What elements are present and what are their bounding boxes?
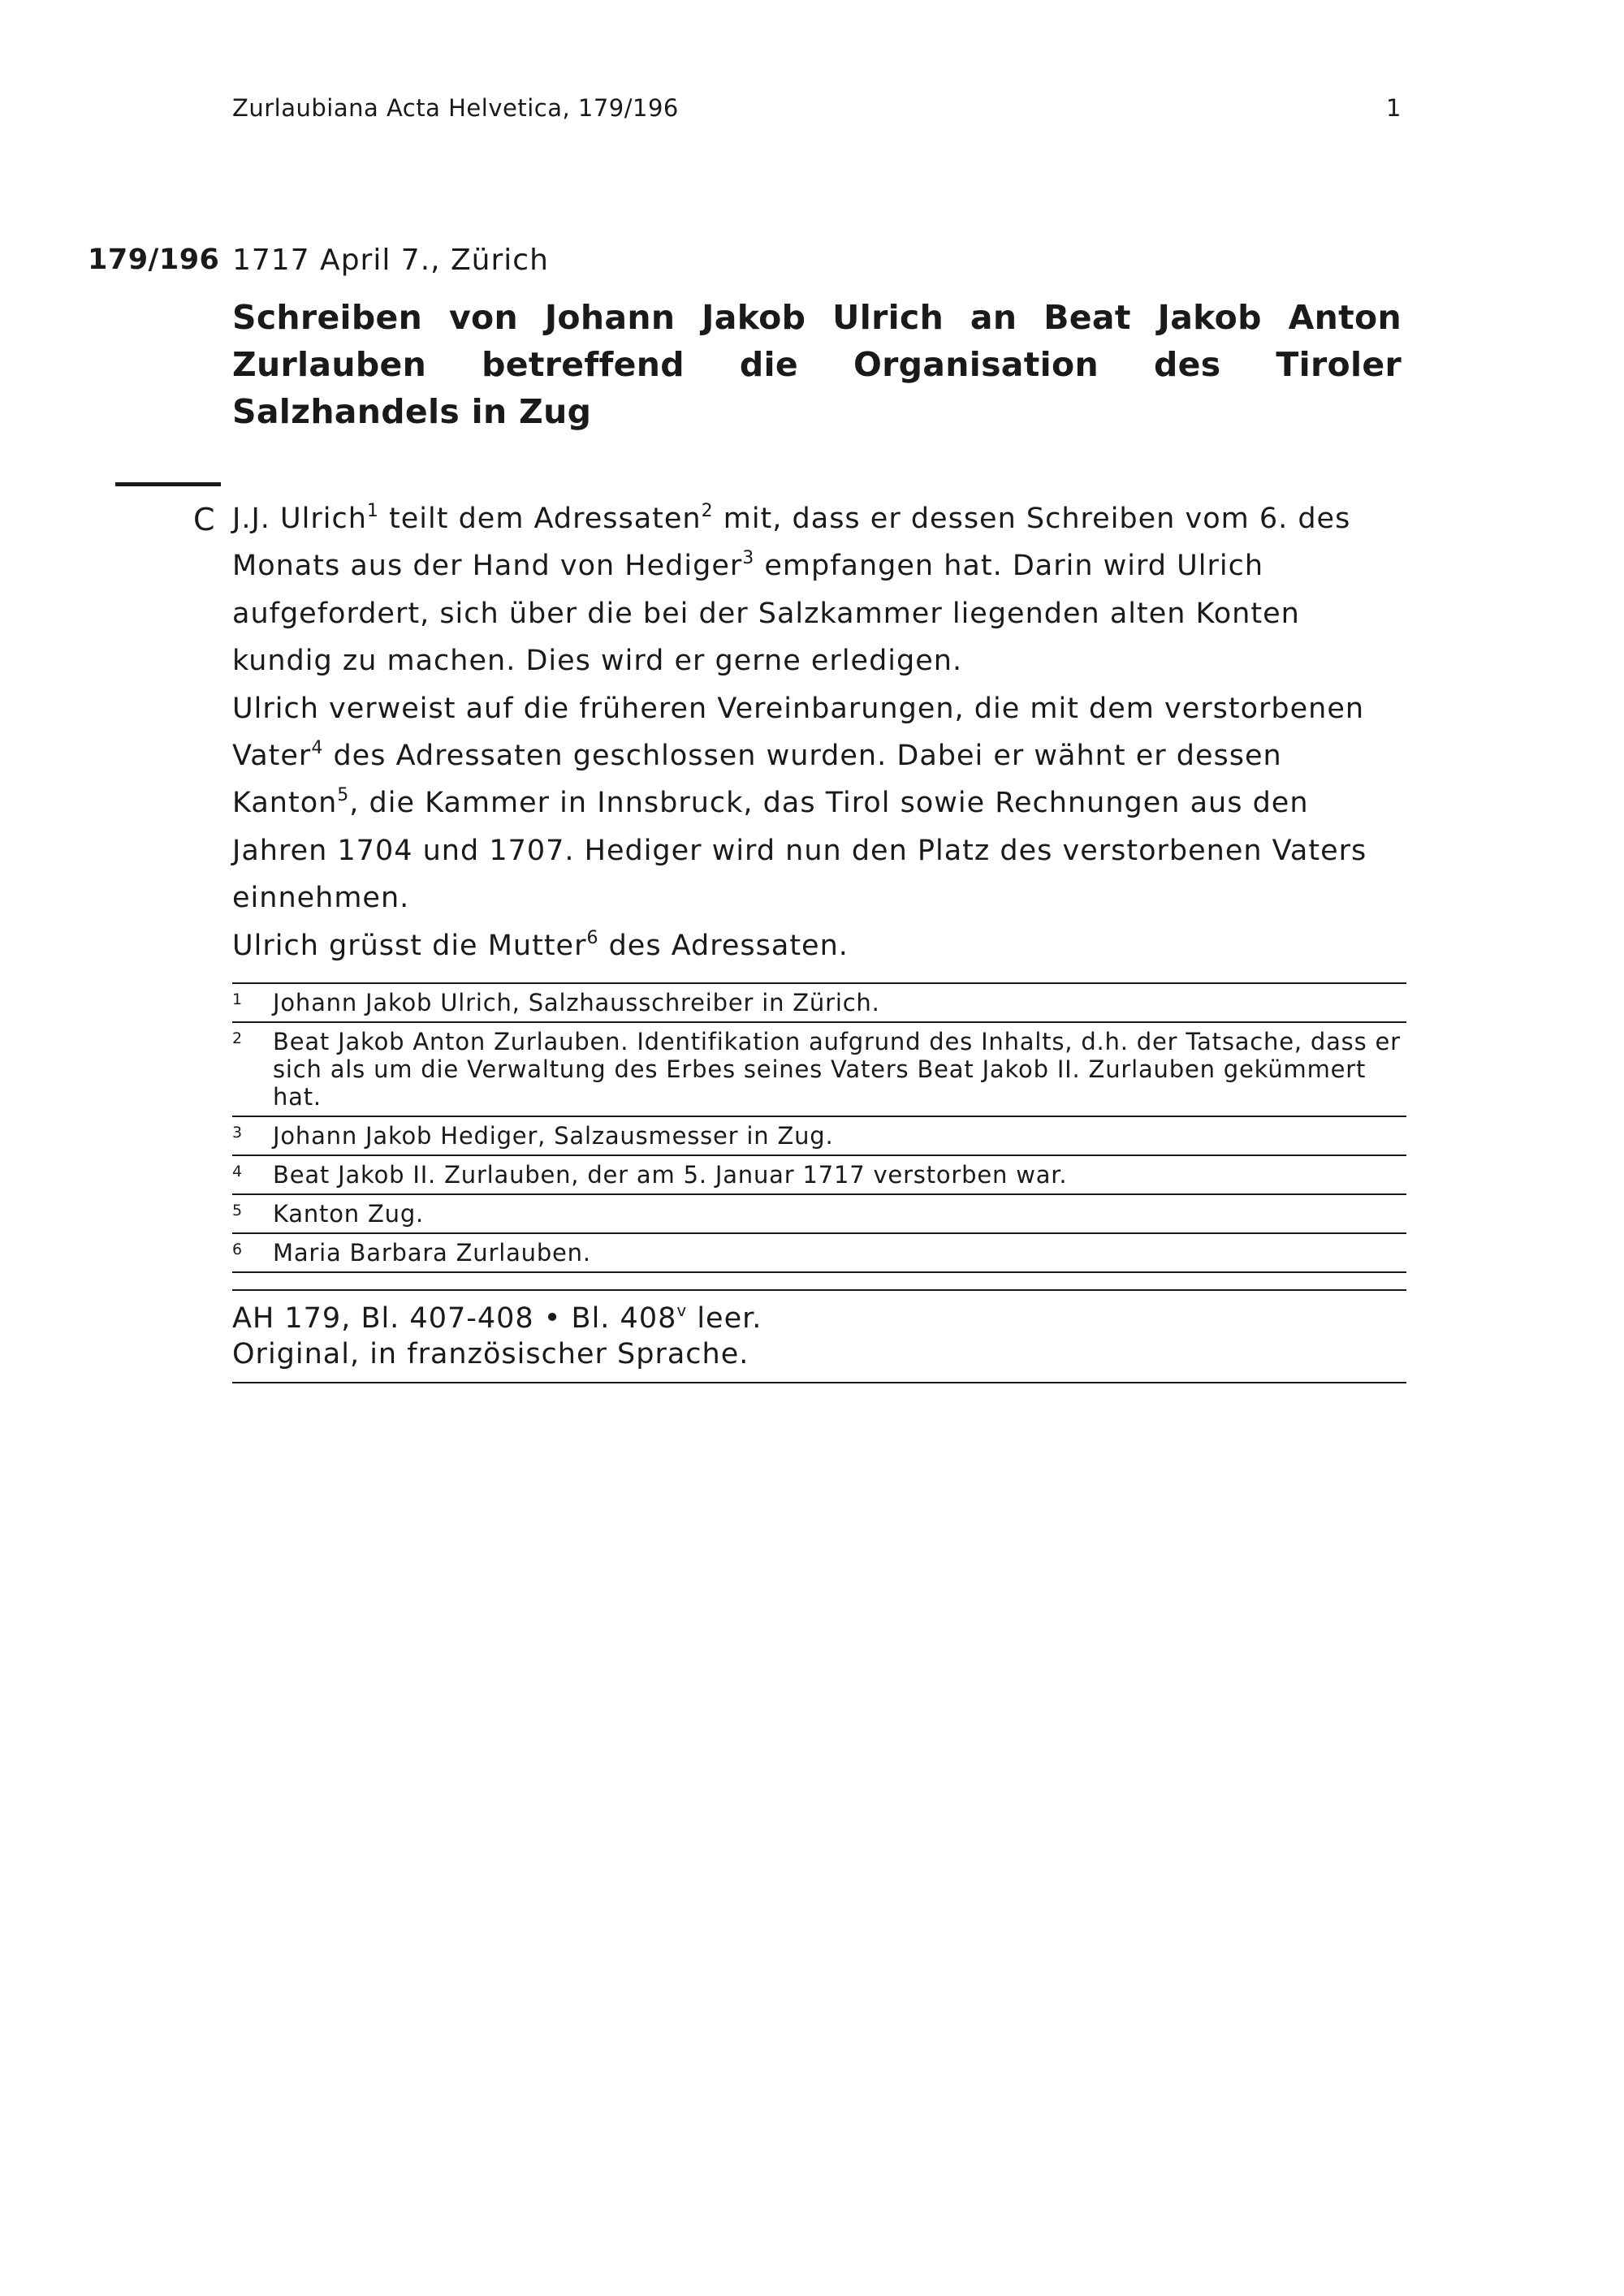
footnote-number: 5 [232, 1202, 243, 1219]
footnote-ref[interactable]: 6 [586, 927, 599, 948]
footnote-number: 6 [232, 1241, 243, 1258]
document-dateline: 1717 April 7., Zürich [232, 244, 549, 277]
footnote-ref[interactable]: 4 [311, 738, 324, 759]
source-note: Original, in französischer Sprache. [232, 1338, 749, 1370]
footnote-text: Kanton Zug. [273, 1200, 425, 1228]
footnote-ref[interactable]: 5 [337, 785, 350, 806]
page-header [232, 94, 1402, 127]
source-block [232, 1289, 1406, 1383]
summary-paragraph: Ulrich grüsst die Mutter$^6$ des Adressaten. [232, 927, 849, 962]
document-number: 179/196 [88, 244, 220, 276]
footnote-text: Johann Jakob Hediger, Salzausmesser in Zug. [273, 1122, 834, 1150]
summary-marker: C [193, 502, 215, 537]
footnote [232, 1195, 1406, 1234]
footnote-text: Beat Jakob Anton Zurlauben. Identifikation aufgrund des Inhalts, d.h. der Tatsache, dass er sich als um die Verwaltung des Erbes seines Vaters Beat Jakob II. Zurlauben gekümmert hat. [273, 1028, 1401, 1111]
footnote-text: Maria Barbara Zurlauben. [273, 1239, 591, 1267]
footnote-number: 2 [232, 1029, 243, 1047]
summary-divider [115, 482, 221, 486]
footnote [232, 1023, 1406, 1117]
document-title: Schreiben von Johann Jakob Ulrich an Beat Jakob Anton Zurlauben betreffend die Organisation des Tiroler Salzhandels in Zug [232, 298, 1402, 431]
summary-body [232, 495, 1410, 969]
running-title: Zurlaubiana Acta Helvetica, 179/196 [232, 94, 679, 122]
footnote-number: 4 [232, 1163, 243, 1180]
footnote-text: Johann Jakob Ulrich, Salzhausschreiber in Zürich. [273, 989, 880, 1016]
footnote-number: 1 [232, 990, 243, 1008]
footnote [232, 984, 1406, 1023]
page-number: 1 [1386, 94, 1402, 122]
footnotes [232, 982, 1406, 1273]
footnote-ref[interactable]: 1 [366, 501, 379, 521]
footnote-ref[interactable]: 2 [701, 501, 714, 521]
footnote [232, 1117, 1406, 1156]
source-reference: AH 179, Bl. 407-408 • Bl. 408$^v$ leer. [232, 1301, 762, 1335]
summary-paragraph: J.J. Ulrich$^1$ teilt dem Adressaten$^2$ mit, dass er dessen Schreiben vom 6. des Monats aus der Hand von Hediger$^3$ empfangen hat. Darin wird Ulrich aufgefordert, sich über die bei der Salzkammer liegenden alten Konten kundig zu machen. Dies wird er gerne erledigen. [232, 501, 1351, 678]
footnote [232, 1156, 1406, 1195]
footnote-ref[interactable]: 3 [742, 548, 755, 569]
footnote-text: Beat Jakob II. Zurlauben, der am 5. Januar 1717 verstorben war. [273, 1161, 1068, 1189]
footnote-number: 3 [232, 1124, 243, 1142]
footnote [232, 1234, 1406, 1273]
summary-paragraph: Ulrich verweist auf die früheren Vereinbarungen, die mit dem verstorbenen Vater$^4$ des Adressaten geschlossen wurden. Dabei er wähnt er dessen Kanton$^5$, die Kammer in Innsbruck, das Tirol sowie Rechnungen aus den Jahren 1704 und 1707. Hediger wird nun den Platz des verstorbenen Vaters einnehmen. [232, 692, 1367, 915]
